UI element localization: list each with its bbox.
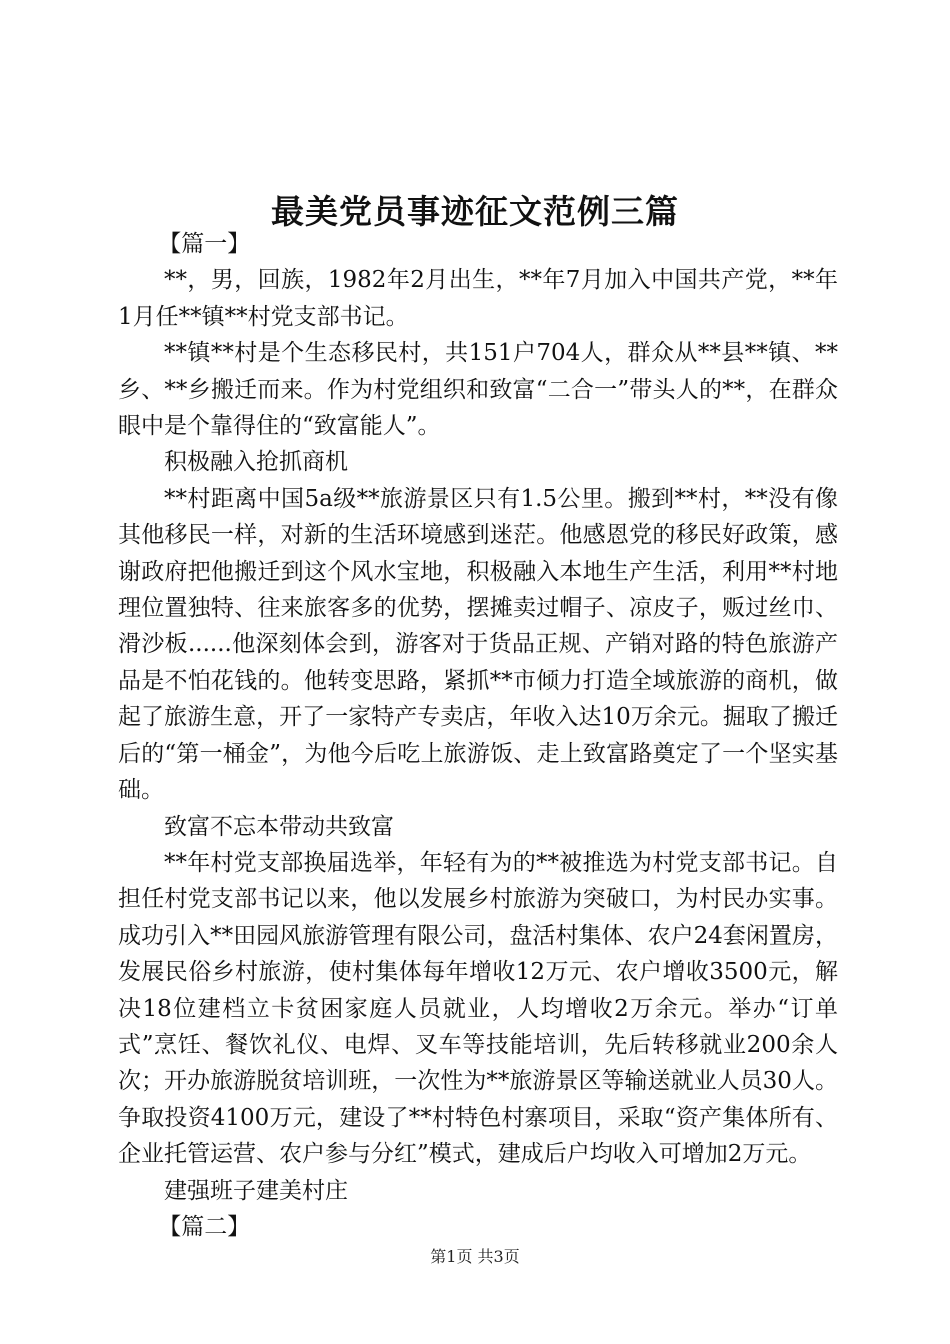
paragraph: **年村党支部换届选举，年轻有为的**被推选为村党支部书记。自担任村党支部书记以来，他以发展乡村旅游为突破口，为村民办实事。成功引入**田园风旅游管理有限公司，盘活村集体、农户24套闲置房，发展民俗乡村旅游，使村集体每年增收12万元、农户增收3500元，解决18位建档立卡贫困家庭人员就业，人均增收2万余元。举办“订单式”烹饪、餐饮礼仪、电焊、叉车等技能培训，先后转移就业200余人次；开办旅游脱贫培训班，一次性为**旅游景区等输送就业人员30人。争取投资4100万元，建设了**村特色村寨项目，采取“资产集体所有、企业托管运营、农户参与分红”模式，建成后户均收入可增加2万元。: [118, 849, 838, 1168]
paragraph: **村距离中国5a级**旅游景区只有1.5公里。搬到**村，**没有像其他移民一样，对新的生活环境感到迷茫。他感恩党的移民好政策，感谢政府把他搬迁到这个风水宝地，积极融入本地生产生活，利用**村地理位置独特、往来旅客多的优势，摆摊卖过帽子、凉皮子，贩过丝巾、滑沙板......他深刻体会到，游客对于货品正规、产销对路的特色旅游产品是不怕花钱的。他转变思路，紧抓**市倾力打造全域旅游的商机，做起了旅游生意，开了一家特产专卖店，年收入达10万余元。掘取了搬迁后的“第一桶金”，为他今后吃上旅游饭、走上致富路奠定了一个坚实基础。: [118, 485, 838, 804]
section-heading: 建强班子建美村庄: [164, 1177, 348, 1204]
section-heading: 积极融入抢抓商机: [164, 449, 348, 476]
paragraph: **镇**村是个生态移民村，共151户704人，群众从**县**镇、**乡、**乡搬迁而来。作为村党组织和致富“二合一”带头人的**，在群众眼中是个靠得住的“致富能人”。: [118, 340, 838, 440]
section-marker: 【篇二】: [158, 1213, 251, 1240]
document-title: 最美党员事迹征文范例三篇: [271, 192, 679, 231]
section-heading: 致富不忘本带动共致富: [164, 813, 394, 840]
paragraph: **，男，回族，1982年2月出生，**年7月加入中国共产党，**年1月任**镇**村党支部书记。: [118, 267, 838, 330]
document-body: [118, 226, 838, 1245]
page-number: 第1页 共3页: [430, 1247, 520, 1266]
section-marker: 【篇一】: [158, 231, 251, 257]
